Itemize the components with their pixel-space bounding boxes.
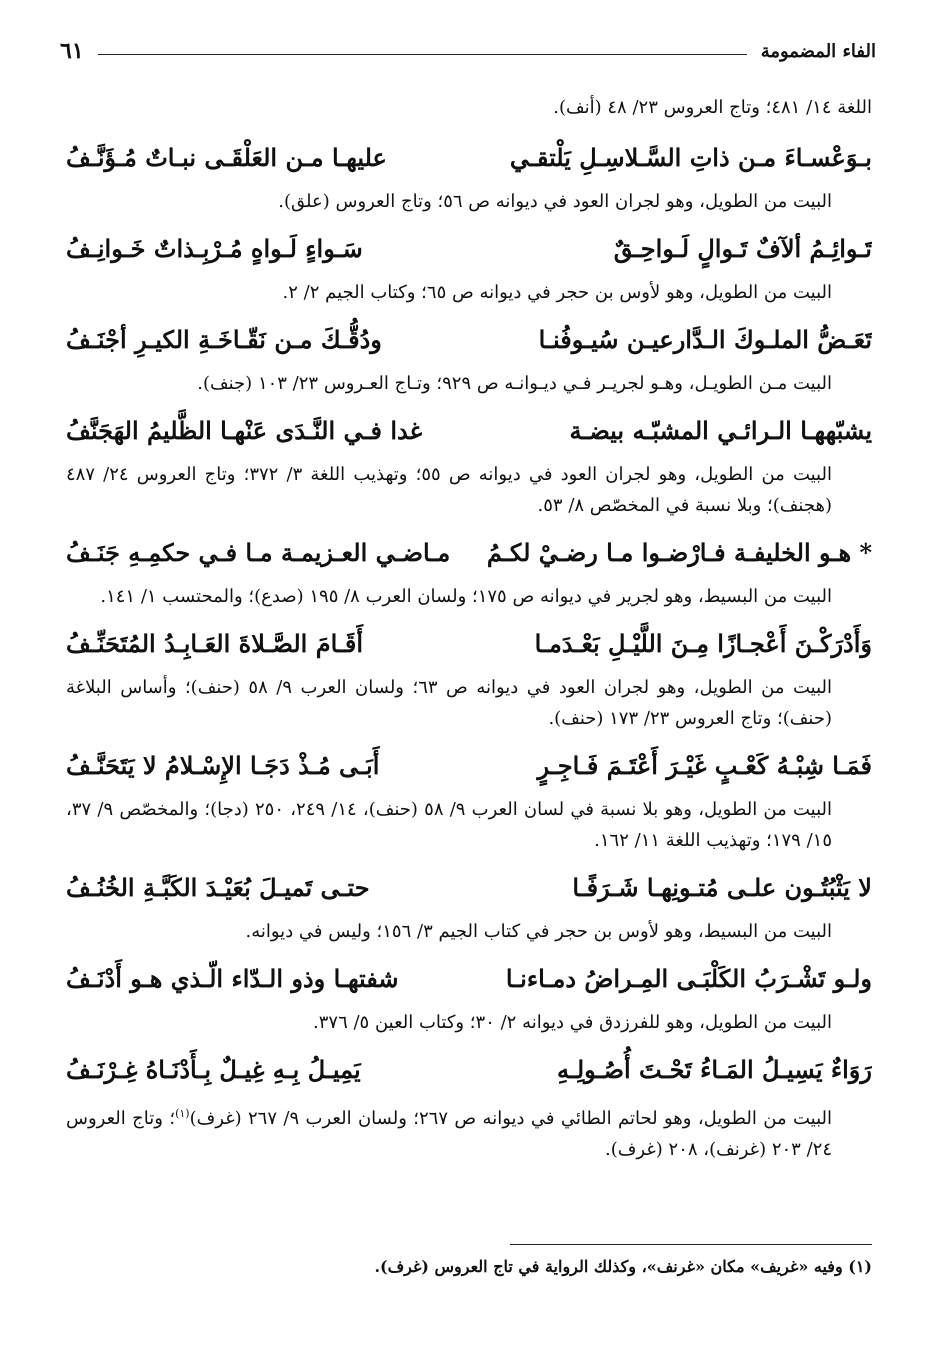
verse-source-note: البيت من الطويل، وهو للفرزدق في ديوانه ٢/ ٣٠؛ وكتاب العين ٥/ ٣٧٦. (313, 1012, 832, 1033)
footnote-marker: (١) (175, 1107, 190, 1120)
running-title: الفاء المضمومة (760, 40, 876, 62)
verse-entry (66, 951, 872, 1038)
verse-source-note: البيت من الطويل، وهو لجران العود في ديوانه ص ٥٦؛ وتاج العروس (علق). (278, 191, 832, 212)
continuation-line: اللغة ١٤/ ٤٨١؛ وتاج العروس ٢٣/ ٤٨ (أنف). (553, 97, 872, 118)
header-rule (98, 54, 747, 55)
second-hemistich: عليهـا مـن العَلْقَـى نبـاتٌ مُـؤَنَّـفُ (66, 143, 387, 172)
second-hemistich: سَـواءٍ لَـواهٍ مُـرْبِـذاتٌ خَـوانِـفُ (66, 234, 363, 263)
verse-line (66, 525, 872, 581)
first-hemistich: رَوَاءٌ يَسِيـلُ المَـاءُ تَحْـتَ أُصُـولِـهِ (556, 1055, 872, 1084)
verse-entry (66, 616, 872, 734)
verse-entry (66, 403, 872, 521)
verse-source-note: البيت من الطويل، وهو لجران العود في ديوانه ص ٥٥؛ وتهذيب اللغة ٣/ ٣٧٢؛ وتاج العروس ٢٤/ ٤٨٧ (هجنف)؛ وبلا نسبة في المخصّص ٨/ ٥٣. (66, 464, 832, 516)
verse-source-note: البيت مـن الطويـل، وهـو لجريـر فـي ديـوانـه ص ٩٢٩؛ وتـاج العـروس ٢٣/ ١٠٣ (جنف). (197, 373, 832, 394)
verse-entry (66, 221, 872, 308)
page-number: ٦١ (60, 38, 84, 64)
footnote: (١) وفيه «غريف» مكان «غرنف»، وكذلك الرواية في تاج العروس (غرف). (374, 1257, 872, 1276)
second-hemistich: مـاضـي العـزيمـة مـا فـي حكمِـهِ جَنَـفُ (66, 538, 451, 567)
verse-source-note: البيت من الطويل، وهو لجران العود في ديوانه ص ٦٣؛ ولسان العرب ٩/ ٥٨ (حنف)؛ وأساس البلاغة (حنف)؛ وتاج العروس ٢٣/ ١٧٣ (حنف). (66, 677, 832, 729)
verse-source-note: البيت من الطويل، وهو لأوس بن حجر في ديوانه ص ٦٥؛ وكتاب الجيم ٢/ ٢. (282, 282, 832, 303)
first-hemistich: فَمَـا شِبْـهُ كَعْـبٍ غَيْـرَ أَعْتَـمَ فَـاجِـرٍ (537, 751, 872, 780)
verse-line (66, 738, 872, 794)
verse-source-note: البيت من الطويل، وهو بلا نسبة في لسان العرب ٩/ ٥٨ (حنف)، ١٤/ ٢٤٩، ٢٥٠ (دجا)؛ والمخصّص ٩/ ٣٧، ١٥/ ١٧٩؛ وتهذيب اللغة ١١/ ١٦٢. (66, 799, 832, 851)
verse-line (66, 616, 872, 672)
first-hemistich: ولـو تَشْـرَبُ الكَلْبَـى المِـراضُ دمـاءنـا (505, 964, 872, 993)
page-header (60, 36, 876, 66)
footnotes (66, 1244, 872, 1297)
second-hemistich: أَبَـى مُـذْ دَجَـا الإِسْـلامُ لا يَتَحَنَّـفُ (66, 751, 380, 780)
verse-entry (66, 130, 872, 217)
verse-line (66, 130, 872, 186)
note-text: ؛ وتاج العروس ٢٤/ ٢٠٣ (غرنف)، ٢٠٨ (غرف). (66, 1108, 832, 1160)
verse-source-note: البيت من البسيط، وهو لأوس بن حجر في كتاب الجيم ٣/ ١٥٦؛ وليس في ديوانه. (245, 921, 832, 942)
verse-entry (66, 525, 872, 612)
first-hemistich: * هـو الخليفـة فـارْضـوا مـا رضـيْ لكـمُ (486, 538, 872, 567)
first-hemistich: لا يَثْبُتُـون علـى مُتـونِهـا شَـرَفًـا (572, 873, 872, 902)
verse-line (66, 1042, 872, 1098)
verse-source-note: البيت من البسيط، وهو لجرير في ديوانه ص ١٧٥؛ ولسان العرب ٨/ ١٩٥ (صدع)؛ والمحتسب ١/ ١٤١. (100, 586, 832, 607)
second-hemistich: يَمِيـلُ بِـهِ غِيـلٌ بِـأَدْنَـاهُ غِـرْنَـفُ (66, 1055, 361, 1084)
first-hemistich: وَأَدْرَكْـنَ أَعْجـازًا مِـنَ اللَّيْـلِ بَعْـدَمـا (534, 629, 872, 658)
page-body (66, 92, 872, 1169)
verse-line (66, 860, 872, 916)
second-hemistich: غدا فـي النَّـدَى عَنْهـا الظَّليمُ الهَجَنَّفُ (66, 416, 423, 445)
second-hemistich: حتـى تَميـلَ بُعَيْـدَ الكَبَّـةِ الخُنُـفُ (66, 873, 370, 902)
first-hemistich: يشبّههـا الـرائـي المشبّـه بيضـة (569, 416, 872, 445)
verse-line (66, 221, 872, 277)
verse-entry (66, 738, 872, 856)
first-hemistich: بـوَعْسـاءَ مـن ذاتِ السَّـلاسِـلِ يَلْتقـي (509, 143, 872, 172)
verse-line (66, 951, 872, 1007)
verse-source-note (66, 1098, 872, 1165)
second-hemistich: شفتهـا وذو الـدّاء الّـذي هـو أَدْنَـفُ (66, 964, 399, 993)
second-hemistich: أَقَـامَ الصَّـلاةَ العَـابِـدُ المُتَحَنِّـفُ (66, 629, 364, 658)
second-hemistich: ودُقُّـكَ مـن نَقّـاخَـةِ الكيـرِ أجْنَـفُ (66, 325, 382, 354)
verse-line (66, 403, 872, 459)
verse-entry (66, 1042, 872, 1165)
verse-line (66, 312, 872, 368)
first-hemistich: تَعَـضُّ الملـوكَ الـدَّارعيـن سُيـوفُنـا (538, 325, 872, 354)
note-text: البيت من الطويل، وهو لحاتم الطائي في ديوانه ص ٢٦٧؛ ولسان العرب ٩/ ٢٦٧ (غرف) (189, 1108, 832, 1129)
verse-entry (66, 312, 872, 399)
first-hemistich: تَـوائِـمُ ألآفٌ تَـوالٍ لَـواحِـقٌ (613, 234, 872, 263)
footnote-rule (510, 1244, 872, 1245)
verse-entry (66, 860, 872, 947)
